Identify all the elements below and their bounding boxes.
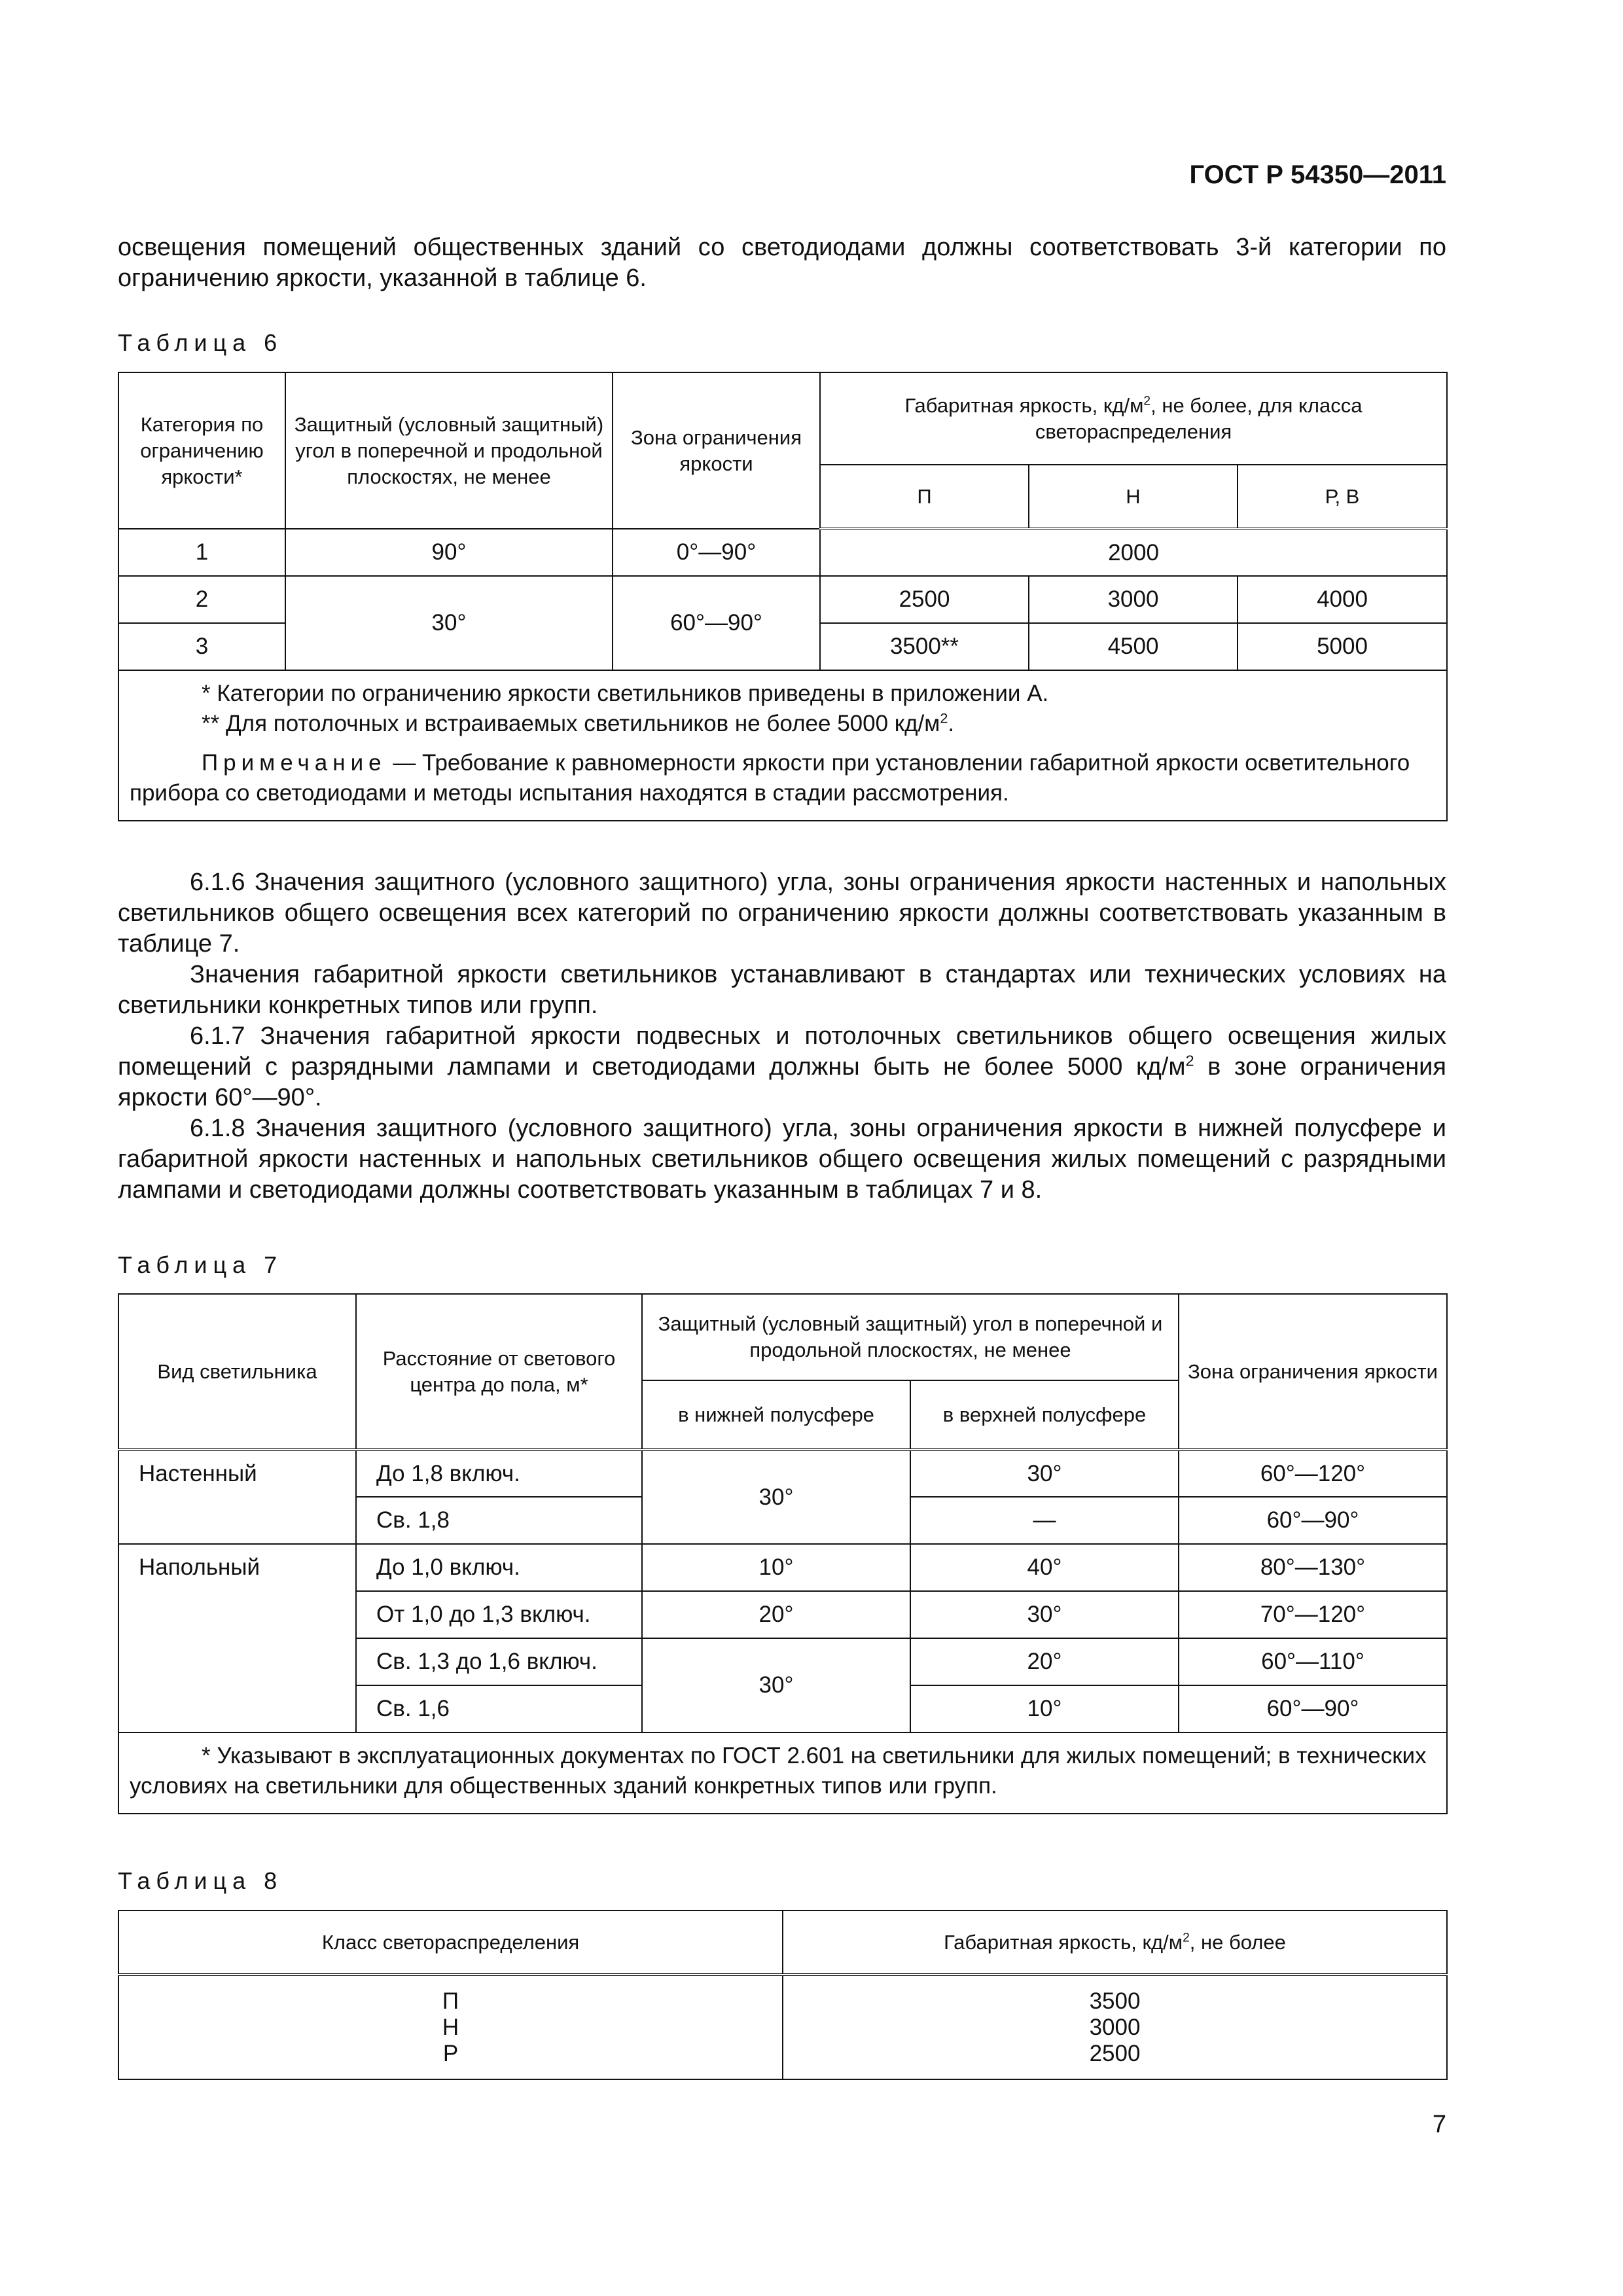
table6-head-class-n: Н (1029, 465, 1238, 529)
paragraph-6-1-8: 6.1.8 Значения защитного (условного защитного) угла, зоны ограничения яркости в нижней полусфере и габаритной яркости настенных и напольных светильников общего освещения жилых помещений с разрядными лампами и светодиодами должны соответствовать указанным в таблицах 7 и 8. (118, 1115, 1446, 1204)
table7-type-floor: Напольный (118, 1544, 356, 1732)
table6-head-category: Категория по ограничению яркости* (118, 372, 285, 529)
table6 (118, 372, 1448, 821)
table8-value-list: 3500 3000 2500 (783, 1975, 1447, 2079)
table-row: 2 30° 60°—90° 2500 3000 4000 (118, 576, 1447, 623)
table7-head-type: Вид светильника (118, 1294, 356, 1450)
table7-type-wall: Настенный (118, 1450, 356, 1544)
table-row: Св. 1,8 — 60°—90° (118, 1497, 1447, 1544)
table7-head-lower: в нижней полусфере (642, 1380, 910, 1450)
table8-class-list: П Н Р (118, 1975, 783, 2079)
paragraph-6-1-6-cont: Значения габаритной яркости светильников устанавливают в стандартах или технических условиях на светильники конкретных типов или групп. (118, 961, 1446, 1019)
table-row: Напольный До 1,0 включ. 10° 40° 80°—130° (118, 1544, 1447, 1591)
table7-caption: Таблица 7 (118, 1251, 283, 1278)
table7-head-upper: в верхней полусфере (910, 1380, 1179, 1450)
document-code: ГОСТ Р 54350—2011 (1189, 160, 1446, 189)
table-row: 3 3500** 4500 5000 (118, 623, 1447, 670)
table6-head-brightness: Габаритная яркость, $кд/м^2$, не более, для класса светораспределения (820, 372, 1447, 465)
table-row: 1 90° 0°—90° 2000 (118, 529, 1447, 576)
table6-notes (118, 670, 1447, 821)
table-row: Настенный До 1,8 включ. 30° 30° 60°—120° (118, 1450, 1447, 1497)
table7-footnote: * Указывают в эксплуатационных документах по ГОСТ 2.601 на светильники для жилых помещений; в технических условиях на светильники для общественных зданий конкретных типов или групп. (118, 1732, 1447, 1814)
page-number: 7 (1432, 2111, 1446, 2138)
table-row: От 1,0 до 1,3 включ. 20° 30° 70°—120° (118, 1591, 1447, 1638)
paragraph-6-1-7: 6.1.7 Значения габаритной яркости подвесных и потолочных светильников общего освещения жилых помещений с разрядными лампами и светодиодами должны быть не более 5000 $кд/м^2$ в зоне ограничения яркости 60°—90°. (118, 1022, 1446, 1111)
body-paragraphs (118, 867, 1446, 1206)
table8-caption: Таблица 8 (118, 1867, 283, 1894)
document-page (118, 0, 1446, 2296)
intro-paragraph: освещения помещений общественных зданий со светодиодами должны соответствовать 3-й категории по ограничению яркости, указанной в таблице 6. (118, 234, 1446, 292)
table6-head-class-rv: Р, В (1238, 465, 1447, 529)
table7-head-angle: Защитный (условный защитный) угол в поперечной и продольной плоскостях, не менее (642, 1294, 1179, 1380)
table8 (118, 1910, 1448, 2080)
table6-head-angle: Защитный (условный защитный) угол в поперечной и продольной плоскостях, не менее (285, 372, 613, 529)
table6-footnote-2: ** Для потолочных и встраиваемых светильников не более 5000 $кд/м^2$. (202, 709, 955, 736)
table-row: Св. 1,6 10° 60°—90° (118, 1685, 1447, 1732)
table7 (118, 1293, 1448, 1814)
table8-head-brightness: Габаритная яркость, $кд/м^2$, не более (783, 1910, 1447, 1975)
table6-caption: Таблица 6 (118, 329, 283, 356)
table6-head-zone: Зона ограничения яркости (613, 372, 820, 529)
table7-head-zone: Зона ограничения яркости (1179, 1294, 1447, 1450)
paragraph-6-1-6: 6.1.6 Значения защитного (условного защитного) угла, зоны ограничения яркости настенных и напольных светильников общего освещения всех категорий по ограничению яркости должны соответствовать указанным в таблице 7. (118, 869, 1446, 958)
table6-footnote-1: * Категории по ограничению яркости светильников приведены в приложении А. (202, 681, 1049, 706)
table6-head-class-p: П (820, 465, 1029, 529)
table8-head-class: Класс светораспределения (118, 1910, 783, 1975)
table6-note: Примечание — Требование к равномерности яркости при установлении габаритной яркости осветительного прибора со светодиодами и методы испытания находятся в стадии рассмотрения. (130, 750, 1410, 806)
table7-head-distance: Расстояние от светового центра до пола, м* (356, 1294, 642, 1450)
table-row: Св. 1,3 до 1,6 включ. 30° 20° 60°—110° (118, 1638, 1447, 1685)
